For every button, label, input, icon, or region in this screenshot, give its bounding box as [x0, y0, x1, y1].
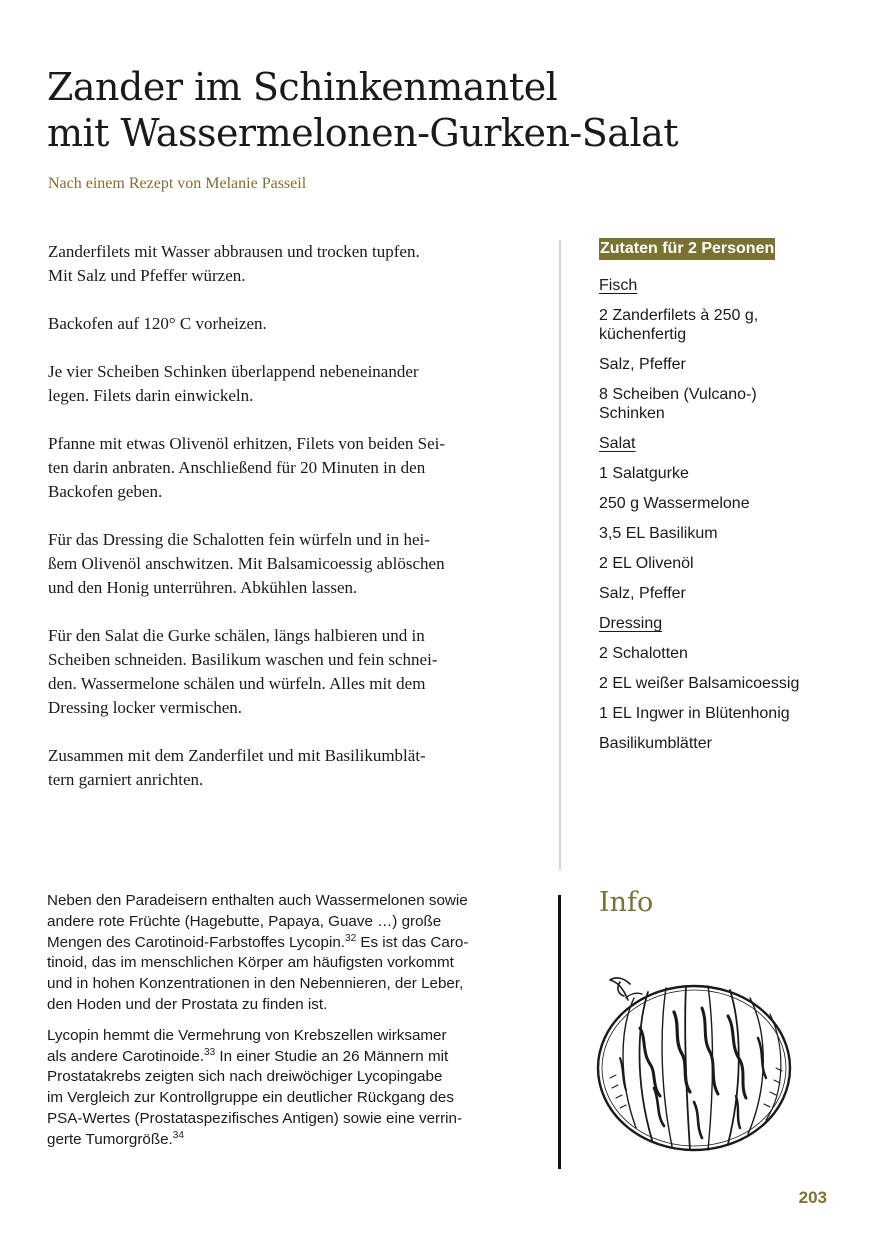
ingredient-section-salat: Salat: [599, 435, 636, 452]
info-line: und in hohen Konzentrationen in den Nebennieren, der Leber,: [47, 975, 464, 993]
info-heading: Info: [599, 887, 654, 918]
info-line: [47, 933, 537, 954]
ingredient-item-line: 2 Zanderfilets à 250 g,: [599, 307, 759, 324]
ingredient-item: [599, 355, 839, 374]
ingredient-item-line: Salz, Pfeffer: [599, 356, 686, 373]
info-line: Neben den Paradeisern enthalten auch Wassermelonen sowie: [47, 892, 468, 909]
preparation-step: [48, 528, 518, 600]
preparation-step-line: ßem Olivenöl anschwitzen. Mit Balsamicoessig ablöschen: [48, 554, 445, 573]
info-line-part: Mengen des Carotinoid-Farbstoffes Lycopin.: [47, 933, 346, 951]
ingredient-group-fisch: [599, 306, 839, 423]
preparation-step-line: tern garniert anrichten.: [48, 770, 204, 789]
preparation-step-line: Zanderfilets mit Wasser abbrausen und trocken tupfen.: [48, 242, 420, 261]
ingredient-group-salat: [599, 464, 839, 603]
info-line: Prostatakrebs zeigten sich nach dreiwöchiger Lycopingabe: [47, 1068, 443, 1086]
page-number: 203: [798, 1188, 827, 1207]
info-line: [47, 1130, 537, 1151]
ingredient-item: [599, 584, 839, 603]
ingredients-panel: [599, 238, 839, 764]
recipe-attribution: Nach einem Rezept von Melanie Passeil: [48, 175, 307, 192]
info-line: im Vergleich zur Kontrollgruppe ein deutlicher Rückgang des: [47, 1089, 454, 1107]
preparation-step-line: Backofen auf 120° C vorheizen.: [48, 314, 267, 333]
ingredient-item: [599, 644, 839, 663]
info-divider: [558, 895, 561, 1169]
info-line-part: Es ist das Caro-: [356, 933, 469, 951]
ingredient-group-dressing: [599, 644, 839, 753]
preparation-step: [48, 240, 518, 288]
preparation-step-line: Backofen geben.: [48, 482, 163, 501]
ingredients-header: Zutaten für 2 Personen: [599, 238, 775, 260]
ingredient-section-fisch: Fisch: [599, 277, 638, 294]
ingredient-item-line: küchenfertig: [599, 326, 687, 343]
info-paragraph: [47, 1026, 537, 1151]
footnote-ref: 32: [345, 932, 357, 944]
info-line: PSA-Wertes (Prostataspezifisches Antigen) sowie eine verrin-: [47, 1109, 463, 1127]
preparation-step-line: Je vier Scheiben Schinken überlappend nebeneinander: [48, 362, 419, 381]
ingredient-item: [599, 554, 839, 573]
preparation-step-line: den. Wassermelone schälen und würfeln. Alles mit dem: [48, 674, 426, 693]
preparation-step-line: Mit Salz und Pfeffer würzen.: [48, 266, 246, 285]
preparation-step: [48, 432, 518, 504]
ingredient-item: [599, 494, 839, 513]
ingredient-item: [599, 734, 839, 753]
info-line-part: als andere Carotinoide.: [47, 1047, 205, 1065]
preparation-step-line: Für das Dressing die Schalotten fein würfeln und in hei-: [48, 530, 430, 549]
preparation-step: [48, 312, 518, 336]
preparation-step-line: ten darin anbraten. Anschließend für 20 Minuten in den: [48, 458, 426, 477]
preparation-step-line: und den Honig unterrühren. Abkühlen lassen.: [48, 578, 358, 597]
footnote-ref: 34: [172, 1129, 184, 1141]
ingredient-item: [599, 704, 839, 723]
preparation-step-line: Scheiben schneiden. Basilikum waschen und fein schnei-: [48, 650, 438, 669]
ingredient-item-line: Salz, Pfeffer: [599, 585, 686, 602]
info-paragraph: [47, 891, 537, 1016]
footnote-ref: 33: [204, 1046, 216, 1058]
ingredient-item: [599, 385, 839, 423]
preparation-step-line: Zusammen mit dem Zanderfilet und mit Basilikumblät-: [48, 746, 426, 765]
ingredient-item-line: 250 g Wassermelone: [599, 495, 750, 512]
info-text: [47, 891, 537, 1161]
ingredient-item: [599, 524, 839, 543]
ingredient-item-line: 2 EL weißer Balsamicoessig: [599, 675, 800, 692]
ingredient-item-line: Schinken: [599, 405, 665, 422]
ingredient-item-line: Basilikumblätter: [599, 735, 712, 752]
ingredient-item: [599, 674, 839, 693]
ingredient-item-line: 1 EL Ingwer in Blütenhonig: [599, 705, 790, 722]
info-line-part: In einer Studie an 26 Männern mit: [215, 1047, 449, 1065]
ingredient-item: [599, 464, 839, 483]
ingredient-section-dressing: Dressing: [599, 615, 663, 632]
preparation-step-line: Dressing locker vermischen.: [48, 698, 243, 717]
ingredient-item-line: 1 Salatgurke: [599, 465, 689, 482]
ingredient-item-line: 2 Schalotten: [599, 645, 688, 662]
preparation-steps: [48, 240, 518, 816]
recipe-title: [47, 64, 807, 156]
ingredient-item-line: 2 EL Olivenöl: [599, 555, 694, 572]
info-line: tinoid, das im menschlichen Körper am häufigsten vorkommt: [47, 954, 454, 972]
ingredient-item-line: 3,5 EL Basilikum: [599, 525, 718, 542]
preparation-step: [48, 624, 518, 720]
watermelon-illustration: [590, 968, 804, 1158]
preparation-step: [48, 360, 518, 408]
info-line: den Hoden und der Prostata zu finden ist.: [47, 995, 328, 1013]
ingredient-item-line: 8 Scheiben (Vulcano-): [599, 386, 757, 403]
preparation-step-line: Pfanne mit etwas Olivenöl erhitzen, Filets von beiden Sei-: [48, 434, 446, 453]
column-divider: [559, 240, 561, 870]
preparation-step: [48, 744, 518, 792]
recipe-title-line-2: mit Wassermelonen-Gurken-Salat: [47, 111, 679, 155]
ingredient-item: [599, 306, 839, 344]
preparation-step-line: Für den Salat die Gurke schälen, längs halbieren und in: [48, 626, 425, 645]
info-line: [47, 1047, 537, 1068]
recipe-title-line-1: Zander im Schinkenmantel: [47, 65, 558, 109]
info-line-part: gerte Tumorgröße.: [47, 1130, 173, 1148]
info-line: andere rote Früchte (Hagebutte, Papaya, Guave …) große: [47, 912, 442, 930]
info-line: Lycopin hemmt die Vermehrung von Krebszellen wirksamer: [47, 1026, 447, 1044]
preparation-step-line: legen. Filets darin einwickeln.: [48, 386, 254, 405]
